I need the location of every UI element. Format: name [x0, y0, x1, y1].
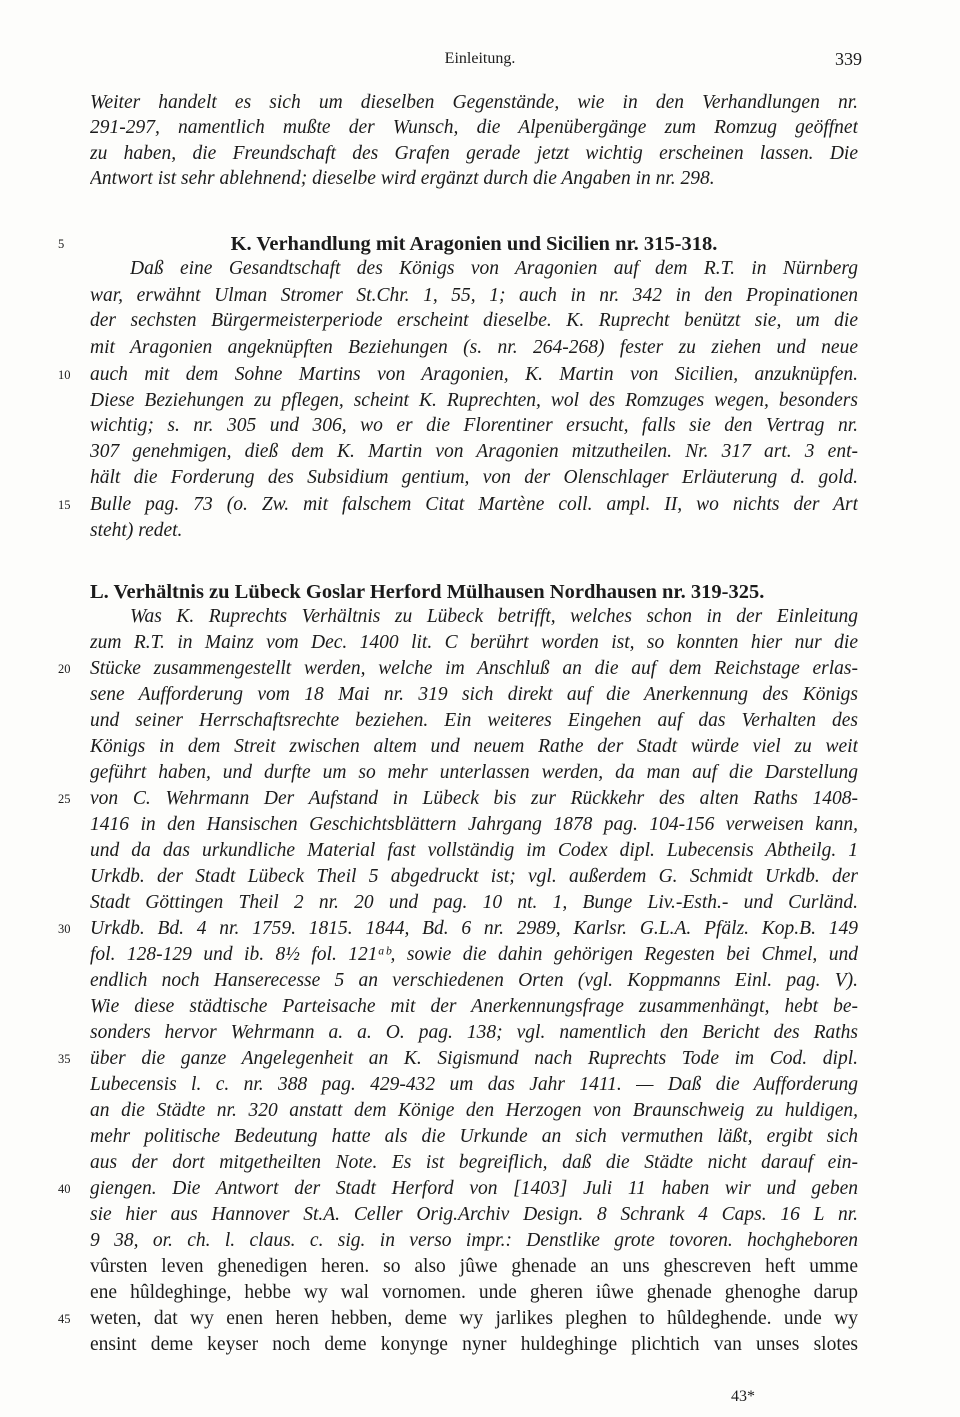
text-line: Diese Beziehungen zu pflegen, scheint K. Ruprechten, wol des Romzuges wegen, besonders — [90, 390, 858, 411]
line-number: 20 — [58, 662, 71, 676]
text-line: an die Städte nr. 320 anstatt dem Könige den Herzogen von Braunschweig zu huldigen, — [90, 1100, 858, 1121]
text-line: Urkdb. Bd. 4 nr. 1759. 1815. 1844, Bd. 6 nr. 2989, Karlsr. G.L.A. Pfälz. Kop.B. 149 — [90, 918, 858, 939]
running-header: Einleitung. — [444, 50, 516, 67]
text-line: 291-297, namentlich mußte der Wunsch, die Alpenübergänge zum Romzug geöffnet — [90, 117, 858, 138]
text-line: über die ganze Angelegenheit an K. Sigismund nach Ruprechts Tode im Cod. dipl. — [90, 1048, 858, 1069]
text-line: Stücke zusammengestellt werden, welche im Anschluß an die auf dem Reichstage erlas- — [90, 658, 858, 679]
text-line: Lubecensis l. c. nr. 388 pag. 429-432 um das Jahr 1411. — Daß die Aufforderung — [90, 1074, 858, 1095]
text-line: sie hier aus Hannover St.A. Celler Orig.Archiv Design. 8 Schrank 4 Caps. 16 L nr. — [90, 1204, 858, 1225]
line-number: 45 — [58, 1312, 71, 1326]
text-line: fol. 128-129 und ib. 8½ fol. 121ᵃᵇ, sowie die dahin gehörigen Regesten bei Chmel, und — [90, 944, 858, 965]
text-line: wichtig; s. nr. 305 und 306, wo er die Florentiner ersucht, falls sie den Vertrag nr. — [90, 415, 858, 436]
text-line: Königs in dem Streit zwischen altem und neuem Rathe der Stadt würde viel zu weit — [90, 736, 858, 757]
text-line: geführt haben, und durfte um so mehr unterlassen werden, da man auf die Darstellung — [90, 762, 858, 783]
text-line: und seiner Herrschaftsrechte beziehen. Ein weiteres Eingehen auf das Verhalten des — [90, 710, 858, 731]
text-line: und da das urkundliche Material fast vollständig im Codex dipl. Lubecensis Abtheilg. 1 — [90, 840, 858, 861]
sheet-signature: 43* — [731, 1388, 755, 1405]
text-line: Was K. Ruprechts Verhältnis zu Lübeck betrifft, welches schon in der Einleitung — [130, 606, 858, 627]
text-line: Urkdb. der Stadt Lübeck Theil 5 abgedruckt ist; vgl. außerdem G. Schmidt Urkdb. der — [90, 866, 858, 887]
text-line: endlich noch Hanserecesse 5 an verschiedenen Orten (vgl. Koppmanns Einl. pag. V). — [90, 970, 858, 991]
line-number: 10 — [58, 368, 71, 382]
text-line: steht) redet. — [90, 520, 183, 541]
line-number: 35 — [58, 1052, 71, 1066]
text-line: vûrsten leven ghenedigen heren. so also jûwe ghenade an uns ghescreven heft umme — [90, 1256, 858, 1277]
text-line: hält die Forderung des Subsidium gentium, von der Olenschlager Erläuterung d. gold. — [90, 467, 858, 488]
section-heading: L. Verhältnis zu Lübeck Goslar Herford Mülhausen Nordhausen nr. 319-325. — [90, 581, 765, 603]
text-line: ene hûldeghinge, hebbe wy wal vornomen. unde gheren iûwe ghenade ghenoghe darup — [90, 1282, 858, 1303]
text-line: war, erwähnt Ulman Stromer St.Chr. 1, 55, 1; auch in nr. 342 in den Propinationen — [90, 285, 858, 306]
text-line: aus der dort mitgetheilten Note. Es ist begreiflich, daß die Städte nicht darauf ein- — [90, 1152, 858, 1173]
text-line: sene Aufforderung vom 18 Mai nr. 319 sich direkt auf die Anerkennung des Königs — [90, 684, 858, 705]
line-number: 30 — [58, 922, 71, 936]
text-line: zu haben, die Freundschaft des Grafen gerade jetzt wichtig erscheinen lassen. Die — [90, 143, 858, 164]
text-line: Stadt Göttingen Theil 2 nr. 20 und pag. 10 nt. 1, Bunge Liv.-Esth.- und Curländ. — [90, 892, 858, 913]
text-line: mit Aragonien angeknüpften Beziehungen (s. nr. 264-268) fester zu ziehen und neue — [90, 337, 858, 358]
text-line: Wie diese städtische Parteisache mit der Anerkennungsfrage zusammenhängt, hebt be- — [90, 996, 858, 1017]
text-line: der sechsten Bürgermeisterperiode erscheint dieselbe. K. Ruprecht benützt sie, um die — [90, 310, 858, 331]
text-line: Weiter handelt es sich um dieselben Gegenstände, wie in den Verhandlungen nr. — [90, 92, 858, 113]
text-line: giengen. Die Antwort der Stadt Herford von [1403] Juli 11 haben wir und geben — [90, 1178, 858, 1199]
line-number: 25 — [58, 792, 71, 806]
line-number: 5 — [58, 237, 65, 251]
text-line: ensint deme keyser noch deme konynge nyner huldeghinge plichtich van unses slotes — [90, 1334, 858, 1355]
text-line: sonders hervor Wehrmann a. a. O. pag. 138; vgl. namentlich den Bericht des Raths — [90, 1022, 858, 1043]
text-line: weten, dat wy enen heren hebben, deme wy jarlikes pleghen to hûldeghende. unde wy — [90, 1308, 858, 1329]
page-number: 339 — [835, 49, 862, 69]
text-line: 307 genehmigen, dieß dem K. Martin von Aragonien mitzutheilen. Nr. 317 art. 3 ent- — [90, 441, 858, 462]
text-line: Daß eine Gesandtschaft des Königs von Aragonien auf dem R.T. in Nürnberg — [130, 258, 858, 279]
section-heading: K. Verhandlung mit Aragonien und Sicilien nr. 315-318. — [230, 233, 718, 255]
text-line: mehr politische Bedeutung hatte als die Urkunde an sich vermuthen läßt, ergibt sich — [90, 1126, 858, 1147]
text-line: zum R.T. in Mainz vom Dec. 1400 lit. C berührt worden ist, so konnten hier nur die — [90, 632, 858, 653]
text-line: 1416 in den Hansischen Geschichtsblättern Jahrgang 1878 pag. 104-156 verweisen kann, — [90, 814, 858, 835]
line-number: 40 — [58, 1182, 71, 1196]
text-line: 9 38, or. ch. l. claus. c. sig. in verso impr.: Denstlike grote tovoren. hochgheboren — [90, 1230, 858, 1251]
line-number: 15 — [58, 498, 71, 512]
text-line: auch mit dem Sohne Martins von Aragonien, K. Martin von Sicilien, anzuknüpfen. — [90, 364, 858, 385]
text-line: Bulle pag. 73 (o. Zw. mit falschem Citat Martène coll. ampl. II, wo nichts der Art — [90, 494, 858, 515]
text-line: von C. Wehrmann Der Aufstand in Lübeck bis zur Rückkehr des alten Raths 1408- — [90, 788, 858, 809]
text-line: Antwort ist sehr ablehnend; dieselbe wird ergänzt durch die Angaben in nr. 298. — [90, 168, 715, 189]
